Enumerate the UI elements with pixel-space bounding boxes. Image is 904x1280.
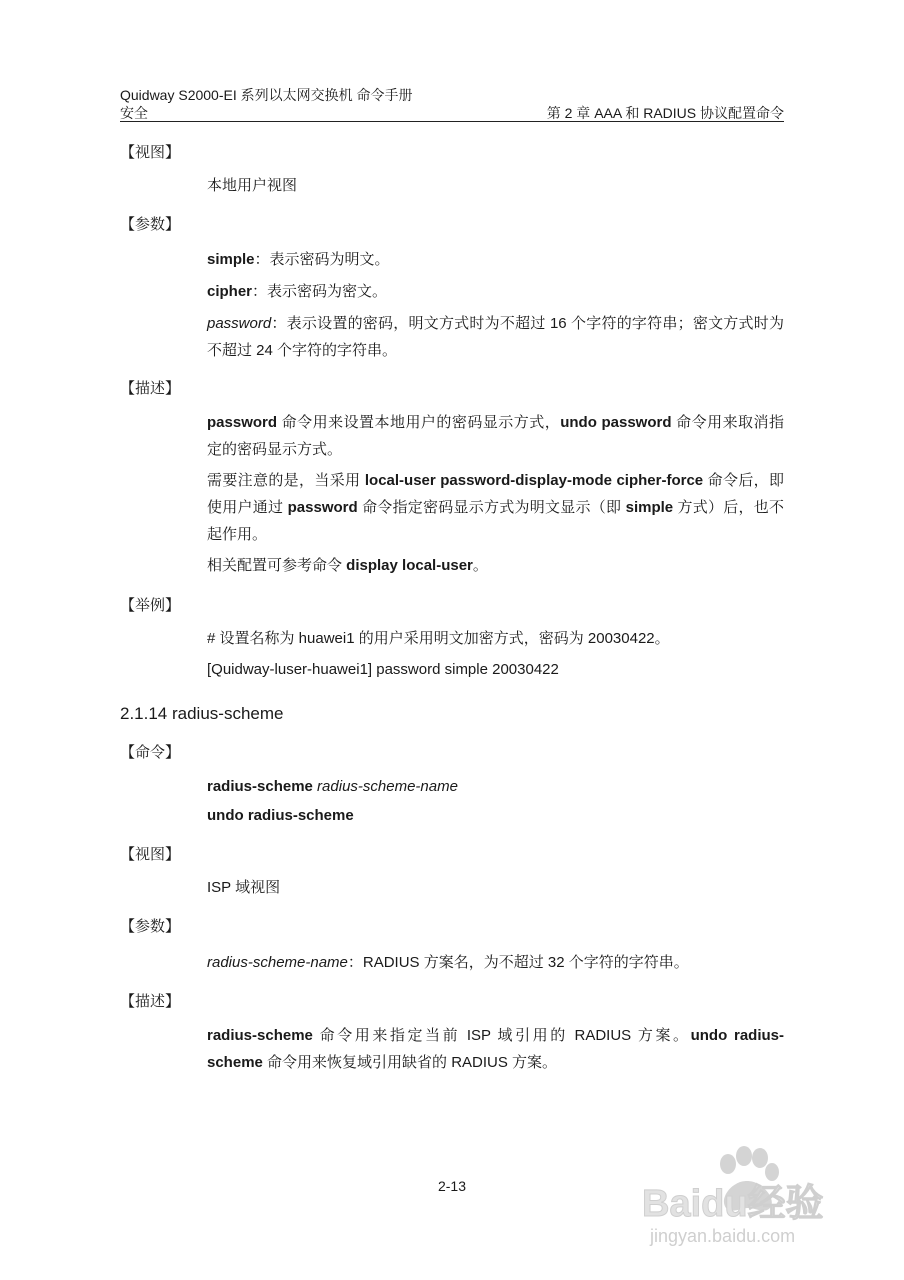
desc-radius-text-2: 命令用来恢复域引用缺省的 RADIUS 方案。: [262, 1054, 558, 1071]
command-keyword-radius-scheme: radius-scheme: [207, 778, 313, 795]
section-heading: 2.1.14 radius-scheme: [120, 704, 284, 723]
view-text-2: ISP 域视图: [207, 879, 281, 896]
desc2-keyword-password: password: [287, 499, 358, 516]
param-password-desc: ：表示设置的密码，明文方式时为不超过 16 个字符的字符串；密文方式时为不超过 24 个字符的字符串。: [207, 315, 784, 359]
header-chapter-title: 第 2 章 AAA 和 RADIUS 协议配置命令: [546, 105, 784, 121]
desc2-text-2: 命令后，即使用户通过: [207, 472, 784, 516]
desc-radius-scheme: [207, 1022, 784, 1076]
command-syntax-1: [207, 777, 458, 797]
desc2-text-3: 命令指定密码显示方式为明文显示（即: [357, 499, 626, 516]
param-password: [207, 310, 784, 364]
desc-paragraph-1: [207, 409, 784, 463]
desc1-keyword-undo-password: undo password: [560, 414, 672, 431]
param-simple: [207, 250, 390, 270]
example-comment: # 设置名称为 huawei1 的用户采用明文加密方式，密码为 20030422。: [207, 630, 670, 647]
params-label-2: 【参数】: [120, 918, 181, 935]
param-cipher-desc: ：表示密码为密文。: [252, 283, 388, 300]
param-radius-scheme-name-arg: radius-scheme-name: [207, 954, 348, 971]
desc-label-2: 【描述】: [120, 993, 181, 1010]
desc1-text-2: 命令用来取消指定的密码显示方式。: [207, 414, 784, 458]
watermark-url: jingyan.baidu.com: [650, 1226, 796, 1246]
param-simple-desc: ：表示密码为明文。: [254, 251, 390, 268]
desc2-text-1: 需要注意的是，当采用: [207, 472, 365, 489]
desc3-text-1: 相关配置可参考命令: [207, 557, 347, 574]
desc1-keyword-password: password: [207, 414, 278, 431]
desc-paragraph-2: [207, 467, 784, 548]
desc3-keyword-display-local-user: display local-user: [346, 557, 473, 574]
page-number: 2-13: [437, 1178, 467, 1194]
param-cipher-keyword: cipher: [207, 283, 253, 300]
param-cipher: [207, 282, 387, 302]
desc3-text-2: 。: [472, 557, 488, 574]
header-section-name: 安全: [120, 105, 148, 121]
view-label-2: 【视图】: [120, 846, 181, 863]
desc2-keyword-simple: simple: [625, 499, 674, 516]
desc-radius-text-1: 命令用来指定当前 ISP 域引用的 RADIUS 方案。: [312, 1027, 691, 1044]
view-label: 【视图】: [120, 144, 181, 161]
desc-keyword-radius-scheme: radius-scheme: [207, 1027, 313, 1044]
desc1-text-1: 命令用来设置本地用户的密码显示方式，: [277, 414, 561, 431]
view-text: 本地用户视图: [207, 177, 298, 194]
param-simple-keyword: simple: [207, 251, 255, 268]
example-label: 【举例】: [120, 597, 181, 614]
param-password-arg: password: [207, 315, 272, 332]
desc-paragraph-3: [207, 556, 488, 576]
command-label: 【命令】: [120, 744, 181, 761]
desc-label: 【描述】: [120, 380, 181, 397]
watermark-logo-text: Baidu经验: [642, 1183, 824, 1225]
example-command: [Quidway-luser-huawei1] password simple 20030422: [207, 661, 559, 678]
header-manual-title: Quidway S2000-EI 系列以太网交换机 命令手册: [120, 87, 413, 103]
param-radius-scheme-name: [207, 953, 689, 973]
header-rule: [120, 121, 784, 122]
param-radius-scheme-name-desc: ：RADIUS 方案名，为不超过 32 个字符的字符串。: [347, 954, 689, 971]
params-label: 【参数】: [120, 216, 181, 233]
desc2-text-4: 方式）后，也不起作用。: [207, 499, 785, 543]
command-arg-radius-scheme-name: radius-scheme-name: [312, 778, 458, 795]
command-syntax-2: undo radius-scheme: [207, 807, 354, 824]
baidu-jingyan-watermark: [636, 1144, 876, 1252]
desc2-keyword-cipher-force: local-user password-display-mode cipher-force: [364, 472, 704, 489]
desc-keyword-undo-radius-scheme: undo radius-scheme: [207, 1027, 785, 1071]
